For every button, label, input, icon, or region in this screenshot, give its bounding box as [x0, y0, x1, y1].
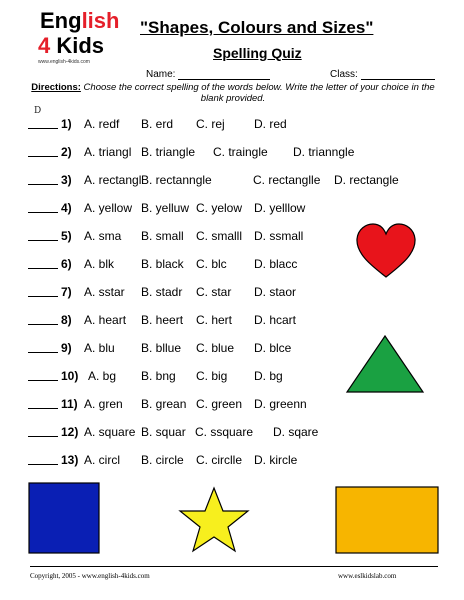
green-triangle-shape [345, 334, 425, 394]
question-number: 12) [61, 425, 79, 439]
answer-blank[interactable] [28, 287, 58, 297]
answer-option: A. triangl [84, 145, 132, 159]
directions-label: Directions: [31, 82, 81, 93]
directions [30, 82, 436, 104]
answer-option: B. yelluw [141, 201, 190, 215]
answer-option: B. grean [141, 397, 187, 411]
logo-eng: Eng [40, 8, 82, 33]
answer-option: C. blc [196, 257, 227, 271]
answer-blank[interactable] [28, 259, 58, 269]
question-number: 13) [61, 453, 79, 467]
question-number: 4) [61, 201, 72, 215]
footer-website: www.eslkidslab.com [338, 572, 397, 580]
answer-blank[interactable] [28, 343, 58, 353]
answer-option: A. rectangl [84, 173, 142, 187]
answer-option: A. blu [84, 341, 115, 355]
answer-option: A. gren [84, 397, 123, 411]
answer-option: D. kircle [254, 453, 298, 467]
answer-option: C. yelow [196, 201, 243, 215]
answer-option: A. square [84, 425, 136, 439]
answer-blank[interactable] [28, 175, 58, 185]
question-number: 1) [61, 117, 72, 131]
answer-blank[interactable] [28, 399, 58, 409]
orange-rectangle-shape [335, 486, 439, 554]
star-path [180, 488, 248, 551]
answer-option: B. circle [141, 453, 184, 467]
class-label: Class: [330, 69, 358, 80]
answer-option: B. black [141, 257, 184, 271]
logo-url: www.english-4kids.com [38, 59, 90, 65]
question-number: 11) [61, 397, 78, 411]
answer-blank[interactable] [28, 427, 58, 437]
class-blank[interactable] [361, 70, 435, 80]
answer-option: A. blk [84, 257, 115, 271]
answer-option: A. sma [84, 229, 122, 243]
answer-option: D. sqare [273, 425, 319, 439]
question-number: 9) [61, 341, 72, 355]
answer-blank[interactable] [28, 315, 58, 325]
triangle-path [347, 336, 423, 392]
answer-option: C. traingle [213, 145, 268, 159]
answer-option: D. blce [254, 341, 292, 355]
question-number: 5) [61, 229, 72, 243]
logo-kids: Kids [50, 33, 105, 58]
question-number: 7) [61, 285, 72, 299]
question-number: 8) [61, 313, 72, 327]
answer-option: A. yellow [84, 201, 133, 215]
answer-option: D. ssmall [254, 229, 304, 243]
name-blank[interactable] [178, 70, 270, 80]
name-label: Name: [146, 69, 176, 80]
answer-option: D. yelllow [254, 201, 306, 215]
answer-option: A. redf [84, 117, 120, 131]
answer-blank[interactable] [28, 455, 58, 465]
answer-blank[interactable] [28, 203, 58, 213]
worksheet-subtitle: Spelling Quiz [213, 45, 302, 61]
answer-option: B. bllue [141, 341, 182, 355]
question-number: 10) [61, 369, 79, 383]
answer-option: A. circl [84, 453, 120, 467]
answer-option: C. rectanglle [253, 173, 321, 187]
yellow-star-shape [178, 486, 250, 554]
answer-option: B. rectanngle [141, 173, 212, 187]
worksheet-title: "Shapes, Colours and Sizes" [140, 18, 374, 37]
rectangle-path [336, 487, 438, 553]
answer-option: C. green [196, 397, 243, 411]
answer-option: B. stadr [141, 285, 183, 299]
answer-blank[interactable] [28, 371, 58, 381]
answer-option: B. erd [141, 117, 174, 131]
answer-option: D. trianngle [293, 145, 355, 159]
answer-option: C. smalll [196, 229, 243, 243]
footer-divider [30, 566, 438, 567]
answer-option: B. bng [141, 369, 176, 383]
english-4-kids-logo [34, 8, 130, 64]
handwritten-answer: D [34, 106, 42, 116]
answer-option: D. red [254, 117, 287, 131]
logo-line-2 [38, 35, 104, 57]
answer-blank[interactable] [28, 231, 58, 241]
answer-option: C. circlle [196, 453, 243, 467]
answer-option: D. staor [254, 285, 297, 299]
question-number: 2) [61, 145, 72, 159]
class-field[interactable] [330, 69, 435, 80]
question-number: 3) [61, 173, 72, 187]
logo-four: 4 [38, 33, 51, 58]
directions-text: Choose the correct spelling of the words below. Write the letter of your choice in the blank provided. [80, 82, 435, 104]
answer-option: D. hcart [254, 313, 297, 327]
blue-square-shape [28, 482, 100, 554]
answer-option: A. sstar [84, 285, 125, 299]
answer-option: D. blacc [254, 257, 298, 271]
logo-line-1 [40, 10, 119, 32]
answer-option: C. big [196, 369, 228, 383]
question-number: 6) [61, 257, 72, 271]
answer-option: C. star [196, 285, 232, 299]
answer-option: A. bg [88, 369, 117, 383]
name-field[interactable] [146, 69, 270, 80]
answer-option: B. squar [141, 425, 186, 439]
answer-option: B. triangle [141, 145, 196, 159]
answer-option: D. bg [254, 369, 283, 383]
answer-option: C. ssquare [195, 425, 254, 439]
answer-option: B. small [141, 229, 184, 243]
answer-option: C. blue [196, 341, 235, 355]
answer-option: D. greenn [254, 397, 307, 411]
heart-path [357, 224, 415, 277]
answer-blank[interactable] [28, 119, 58, 129]
answer-option: A. heart [84, 313, 127, 327]
answer-blank[interactable] [28, 147, 58, 157]
answer-option: B. heert [141, 313, 184, 327]
logo-lish: lish [81, 8, 120, 33]
square-path [29, 483, 99, 553]
answer-option: C. hert [196, 313, 233, 327]
red-heart-shape [354, 222, 418, 280]
answer-option: C. rej [196, 117, 225, 131]
footer-copyright: Copyright, 2005 - www.english-4kids.com [30, 572, 150, 580]
answer-option: D. rectangle [334, 173, 399, 187]
